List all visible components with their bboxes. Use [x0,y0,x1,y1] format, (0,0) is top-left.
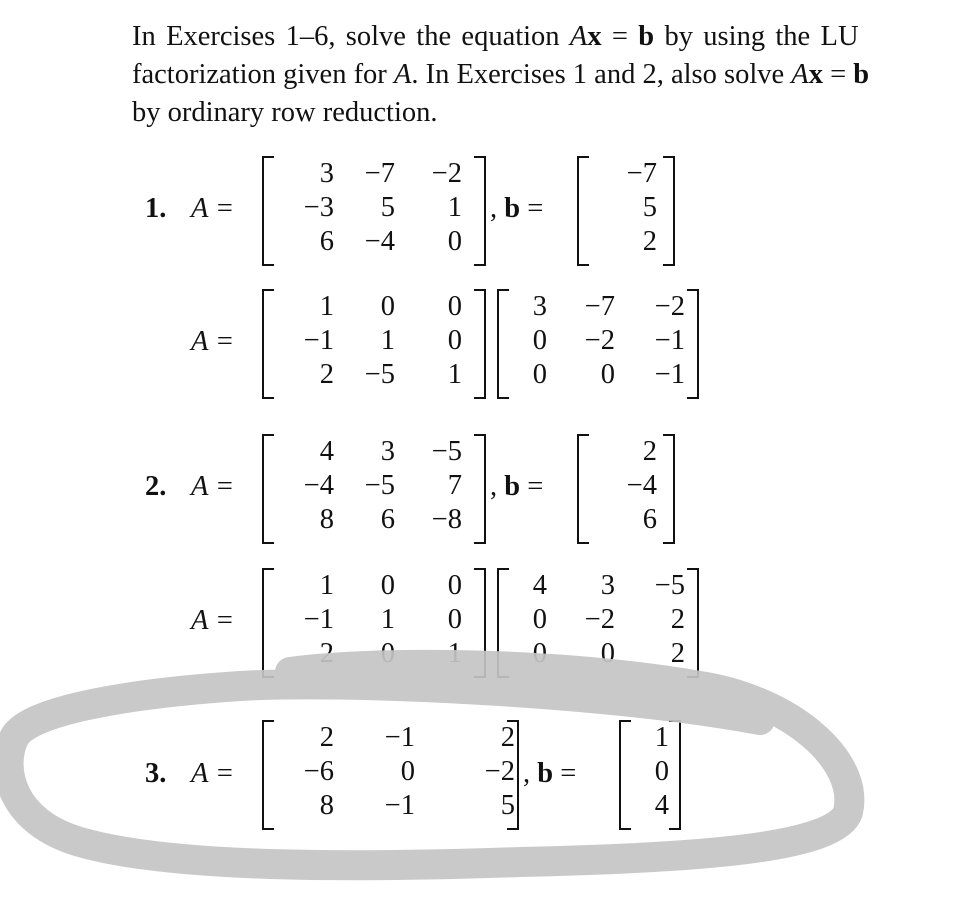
exercise-2-vector-b-entry: 6 [642,504,657,535]
exercise-3-matrix-A-entry: 0 [400,756,415,787]
exercise-2-matrix-U-entry: −5 [654,570,685,601]
exercise-2-matrix-L-entry: 0 [447,604,462,635]
exercise-2-matrix-L-entry: −1 [303,604,334,635]
exercise-1-matrix-U-entry: 0 [600,359,615,390]
exercise-1-matrix-U-entry: −2 [584,325,615,356]
exercise-2-matrix-U-entry: 3 [600,570,615,601]
exercise-2-matrix-A-entry: 7 [447,470,462,501]
exercise-3-vector-b-entry: 4 [654,790,669,821]
var-b: b [853,59,870,90]
exercise-1-matrix-L-entry: 1 [319,291,334,322]
exercise-2-matrix-A-entry: −5 [431,436,462,467]
exercise-2-matrix-A-entry: 3 [380,436,395,467]
var-A: A [569,21,588,52]
exercise-1-A-label: A = [191,193,235,224]
exercise-1-matrix-U-entry: −1 [654,359,685,390]
exercise-2-matrix-A-left-bracket [262,434,274,544]
exercise-1-vector-b-entry: 5 [642,192,657,223]
exercise-1-matrix-A-entry: 1 [447,192,462,223]
exercise-1-matrix-U-entry: −1 [654,325,685,356]
exercise-1-matrix-U-right-bracket [687,289,699,399]
exercise-1-matrix-U-entry: 3 [532,291,547,322]
exercise-3-matrix-A-entry: −1 [384,790,415,821]
exercise-1-vector-b-left-bracket [577,156,589,266]
exercise-1-matrix-L-entry: 1 [380,325,395,356]
exercise-1-vector-b-right-bracket [663,156,675,266]
exercise-2-matrix-U-entry: 2 [670,604,685,635]
instructions-line-3: by ordinary row reduction. [132,97,438,128]
exercise-1-matrix-U-entry: 0 [532,325,547,356]
exercise-1-matrix-L-entry: 1 [447,359,462,390]
var-A: A [791,59,809,90]
exercise-3-number: 3. [145,758,167,789]
exercise-3-matrix-A-entry: 8 [319,790,334,821]
exercise-2-matrix-A-entry: 6 [380,504,395,535]
instructions-text: In Exercises 1–6, solve the equation [132,21,570,52]
exercise-1-b-label: , b = [490,193,544,224]
exercise-2-matrix-U-entry: 4 [532,570,547,601]
exercise-2-vector-b-right-bracket [663,434,675,544]
var-x: x [808,59,823,90]
exercise-3-matrix-A-entry: −2 [484,756,515,787]
exercise-1-matrix-A-left-bracket [262,156,274,266]
exercise-2-vector-b-left-bracket [577,434,589,544]
instructions-paragraph [132,18,947,132]
var-A: A [393,59,412,90]
exercise-2-matrix-A-entry: −5 [364,470,395,501]
instructions-text: . In Exercises 1 and 2, also solve [411,59,792,90]
instructions-line-1 [132,18,947,56]
exercise-2-matrix-L-entry: 0 [380,638,395,669]
exercise-2-matrix-L-entry: 1 [447,638,462,669]
exercise-3-matrix-A-entry: 2 [500,722,515,753]
exercise-1-matrix-A-entry: 3 [319,158,334,189]
exercise-1-vector-b-entry: 2 [642,226,657,257]
exercise-1-vector-b-entry: −7 [626,158,657,189]
exercise-3-vector-b-right-bracket [669,720,681,830]
exercise-2-matrix-U-entry: 2 [670,638,685,669]
exercise-2-matrix-A-entry: −4 [303,470,334,501]
exercise-2-matrix-L-left-bracket [262,568,274,678]
exercise-2-matrix-A-entry: −8 [431,504,462,535]
exercise-3-b-label: , b = [523,758,577,789]
var-x: x [587,21,602,52]
exercise-1-matrix-A-entry: 6 [319,226,334,257]
exercise-2-matrix-A-right-bracket [474,434,486,544]
exercise-2-vector-b-entry: −4 [626,470,657,501]
exercise-2-b-label: , b = [490,471,544,502]
exercise-3-vector-b-entry: 1 [654,722,669,753]
exercise-1-matrix-L-entry: 0 [447,325,462,356]
instructions-line-2 [132,56,947,94]
exercise-2-matrix-U-entry: 0 [600,638,615,669]
exercise-3-vector-b-entry: 0 [654,756,669,787]
exercise-1-matrix-L-left-bracket [262,289,274,399]
exercise-2-number: 2. [145,471,167,502]
exercise-2-matrix-A-entry: 4 [319,436,334,467]
var-b: b [638,21,655,52]
exercise-3-matrix-A-entry: 2 [319,722,334,753]
exercise-1-matrix-U-entry: −2 [654,291,685,322]
exercise-2-vector-b-entry: 2 [642,436,657,467]
exercise-2-A-label: A = [191,471,235,502]
exercise-2-matrix-L-entry: 1 [380,604,395,635]
exercise-2-matrix-U-right-bracket [687,568,699,678]
exercise-1-matrix-L-entry: 0 [447,291,462,322]
exercise-2-LU-label: A = [191,605,235,636]
exercise-1-matrix-A-entry: 5 [380,192,395,223]
instructions-text: by using the LU [654,21,859,52]
equals: = [601,21,639,52]
exercise-1-matrix-L-right-bracket [474,289,486,399]
exercise-2-matrix-L-entry: 1 [319,570,334,601]
exercise-3-A-label: A = [191,758,235,789]
exercise-1-matrix-L-entry: 2 [319,359,334,390]
exercise-3-matrix-A-entry: 5 [500,790,515,821]
exercise-2-matrix-U-entry: 0 [532,604,547,635]
exercise-2-matrix-L-entry: 0 [447,570,462,601]
exercise-2-matrix-U-entry: −2 [584,604,615,635]
exercise-2-matrix-L-entry: 2 [319,638,334,669]
exercise-3-matrix-A-entry: −1 [384,722,415,753]
exercise-1-matrix-A-right-bracket [474,156,486,266]
exercise-1-matrix-A-entry: −7 [364,158,395,189]
exercise-2-matrix-L-entry: 0 [380,570,395,601]
exercise-1-matrix-A-entry: −3 [303,192,334,223]
instructions-text: factorization given for [132,59,394,90]
equals: = [822,59,854,90]
exercise-1-matrix-L-entry: −5 [364,359,395,390]
exercise-1-matrix-L-entry: 0 [380,291,395,322]
exercise-2-matrix-L-right-bracket [474,568,486,678]
exercise-3-matrix-A-left-bracket [262,720,274,830]
exercise-1-matrix-A-entry: −2 [431,158,462,189]
exercise-3-matrix-A-entry: −6 [303,756,334,787]
exercise-1-matrix-L-entry: −1 [303,325,334,356]
exercise-1-number: 1. [145,193,167,224]
exercise-2-matrix-U-entry: 0 [532,638,547,669]
exercise-1-matrix-U-entry: 0 [532,359,547,390]
exercise-2-matrix-A-entry: 8 [319,504,334,535]
exercise-1-matrix-A-entry: 0 [447,226,462,257]
exercise-1-matrix-A-entry: −4 [364,226,395,257]
exercise-1-matrix-U-entry: −7 [584,291,615,322]
exercise-1-LU-label: A = [191,326,235,357]
